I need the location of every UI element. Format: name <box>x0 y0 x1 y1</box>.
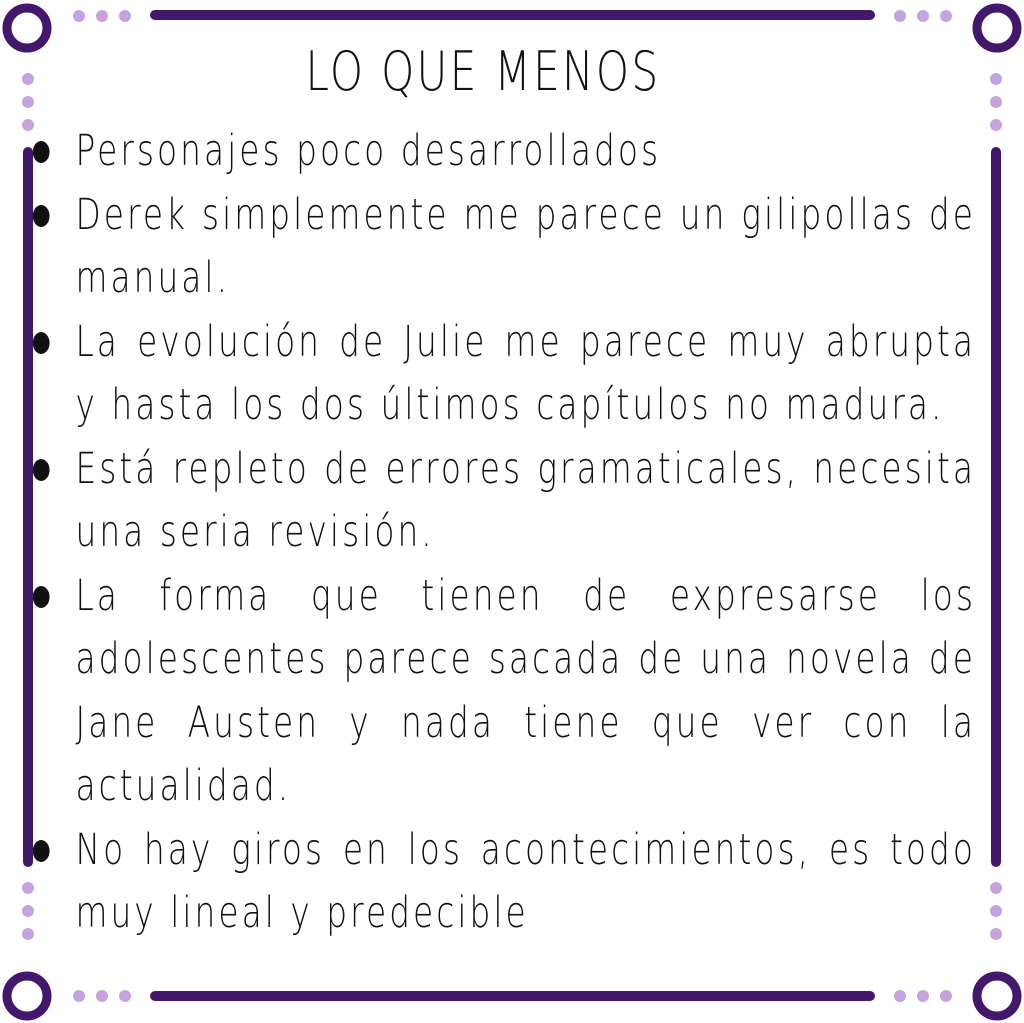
bullet-list <box>0 120 976 946</box>
frame-dots-bottom-right <box>894 990 952 1002</box>
bullet-dot-icon <box>33 332 50 354</box>
corner-ring-bottom-right <box>977 976 1017 1016</box>
list-item-text: No hay giros en los acontecimientos, es todo muy lineal y predecible <box>75 824 977 938</box>
list-item <box>0 184 976 311</box>
list-item <box>0 438 976 565</box>
list-item-text: Derek simplemente me parece un gilipollas de manual. <box>75 189 977 303</box>
frame-dots-right-lower <box>990 882 1002 940</box>
corner-ring-bottom-left <box>7 976 47 1016</box>
frame-dots-right-upper <box>990 73 1002 131</box>
bullet-dot-icon <box>33 205 50 227</box>
list-item <box>0 120 976 184</box>
list-item <box>0 311 976 438</box>
bullet-dot-icon <box>33 586 50 608</box>
list-item <box>0 565 976 819</box>
list-item-text: La forma que tienen de expresarse los adolescentes parece sacada de una novela de Jane Austen y nada tiene que ver con la actualidad. <box>75 570 977 811</box>
frame-dots-bottom-left <box>73 990 131 1002</box>
list-item-text: La evolución de Julie me parece muy abrupta y hasta los dos últimos capítulos no madura. <box>75 316 977 430</box>
bullet-dot-icon <box>33 840 50 862</box>
corner-ring-top-left <box>7 8 47 48</box>
list-item <box>0 819 976 946</box>
list-item-text: Está repleto de errores gramaticales, necesita una seria revisión. <box>75 443 977 557</box>
frame-dots-top-left <box>73 10 131 22</box>
page-title: LO QUE MENOS <box>305 40 661 103</box>
corner-ring-top-right <box>977 8 1017 48</box>
bullet-dot-icon <box>33 459 50 481</box>
frame-dots-top-right <box>894 10 952 22</box>
bullet-dot-icon <box>33 141 50 163</box>
list-item-text: Personajes poco desarrollados <box>75 126 662 176</box>
